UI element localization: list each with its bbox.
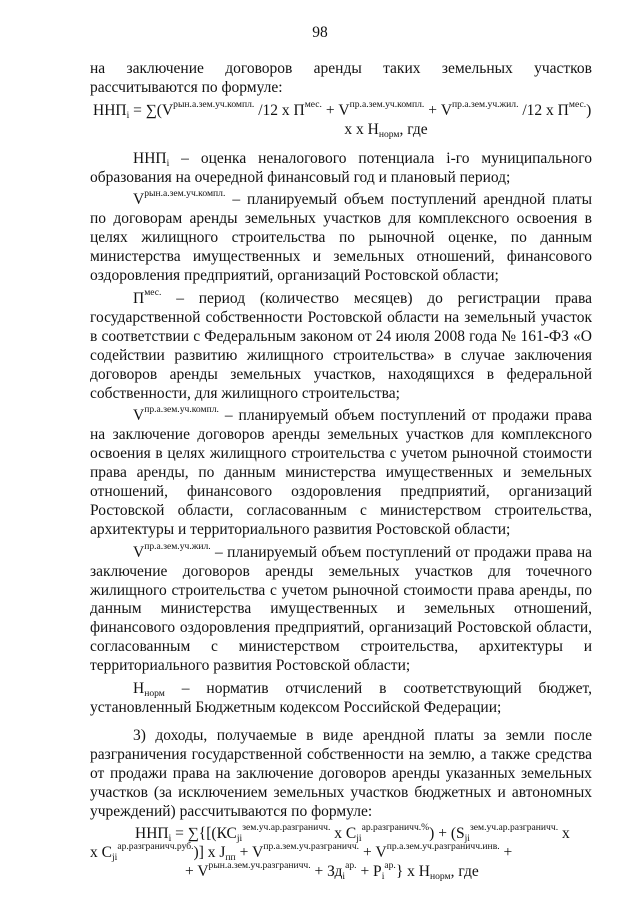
formula-nnp-line-2: х х $Н_{норм}$, где bbox=[344, 120, 428, 140]
definition-p-mes: $П^{мес.}$ – период (количество месяцев) до регистрации права государственной собственности Ростовской области на земельный участок в соответствии с Федеральным законом от 24 июля 2008 года № 161-ФЗ «О содействии развитию жилищного строительства» в случае заключения договоров аренды земельных участков, находящихся в федеральной собственности, для жилищного строительства; bbox=[90, 286, 592, 402]
formula-nnp2-line-1: $ННП_i = \sum\{[(КС_{ji}^{зем.уч.ар.разграничч.}$ х $С_{ji}^{ар.разграничч.\%}) + (S_{ji}^{зем.уч.ар.разграничч.}$ х bbox=[135, 822, 570, 845]
formula-nnp2-line-3: + $V^{рын.а.зем.уч.разграничч.} + Зд_i^{ар.} + Р_i^{ар.}$} х $Н_{норм}$, где bbox=[185, 860, 479, 883]
item-3-paragraph: 3) доходы, получаемые в виде арендной платы за земли после разграничения государственной собственности на землю, а также средства от продажи права на заключение договоров аренды указанных земельных участков (за исключением земельных участков бюджетных и автономных учреждений) рассчитываются по формуле: bbox=[90, 726, 592, 820]
definition-n-norm: $Н_{норм}$ – норматив отчислений в соответствующий бюджет, установленный Бюджетным кодексом Российской Федерации; bbox=[90, 680, 592, 716]
definition-v-ryn-kompl: $V^{рын.а.зем.уч.компл.}$ – планируемый объем поступлений арендной платы по договорам аренды земельных участков для комплексного освоения в целях жилищного строительства по рыночной оценке, по данным министерства имущественных и земельных отношений, финансового оздоровления предприятий, организаций Ростовской области; bbox=[90, 188, 592, 285]
formula-nnp2-line-2: х $С_{ji}^{ар.разграничч.руб.}$)] х $J_{пп} + V^{пр.а.зем.уч.разграничч.} + V^{пр.а.зем.уч.разграничч.инв.}$ + bbox=[90, 841, 513, 864]
definition-v-pr-zhil: $V^{пр.а.зем.уч.жил.}$ – планируемый объем поступлений от продажи права на заключение договоров аренды земельных участков для точечного жилищного строительства с учетом рыночной стоимости права аренды, по данным министерства имущественных и земельных отношений, финансового оздоровления предприятий, организаций Ростовской области, согласованным с министерством строительства, архитектуры и территориального развития Ростовской области; bbox=[90, 540, 592, 675]
intro-paragraph: на заключение договоров аренды таких земельных участков рассчитываются по формуле: bbox=[90, 60, 592, 96]
document-body bbox=[90, 60, 592, 882]
page-number: 98 bbox=[312, 24, 328, 41]
definition-v-pr-kompl: $V^{пр.а.зем.уч.компл.}$ – планируемый объем поступлений от продажи права на заключение договоров аренды земельных участков для комплексного освоения в целях жилищного строительства с учетом рыночной стоимости права аренды, по данным министерства имущественных и земельных отношений, финансового оздоровления предприятий, организаций Ростовской области, согласованным с министерством строительства, архитектуры и территориального развития Ростовской области; bbox=[90, 404, 592, 538]
definition-nnp: $ННП_i$ – оценка неналогового потенциала i-го муниципального образования на очередной финансовый год и плановый период; bbox=[90, 149, 592, 186]
formula-nnp-line-1: $ННП_i = \sum(V^{рын.а.зем.уч.компл.}$ /12 х $П^{мес.} + V^{пр.а.зем.уч.компл.} + V^{пр.а.зем.уч.жил.}$ /12 х $П^{мес.}$) bbox=[93, 98, 592, 121]
